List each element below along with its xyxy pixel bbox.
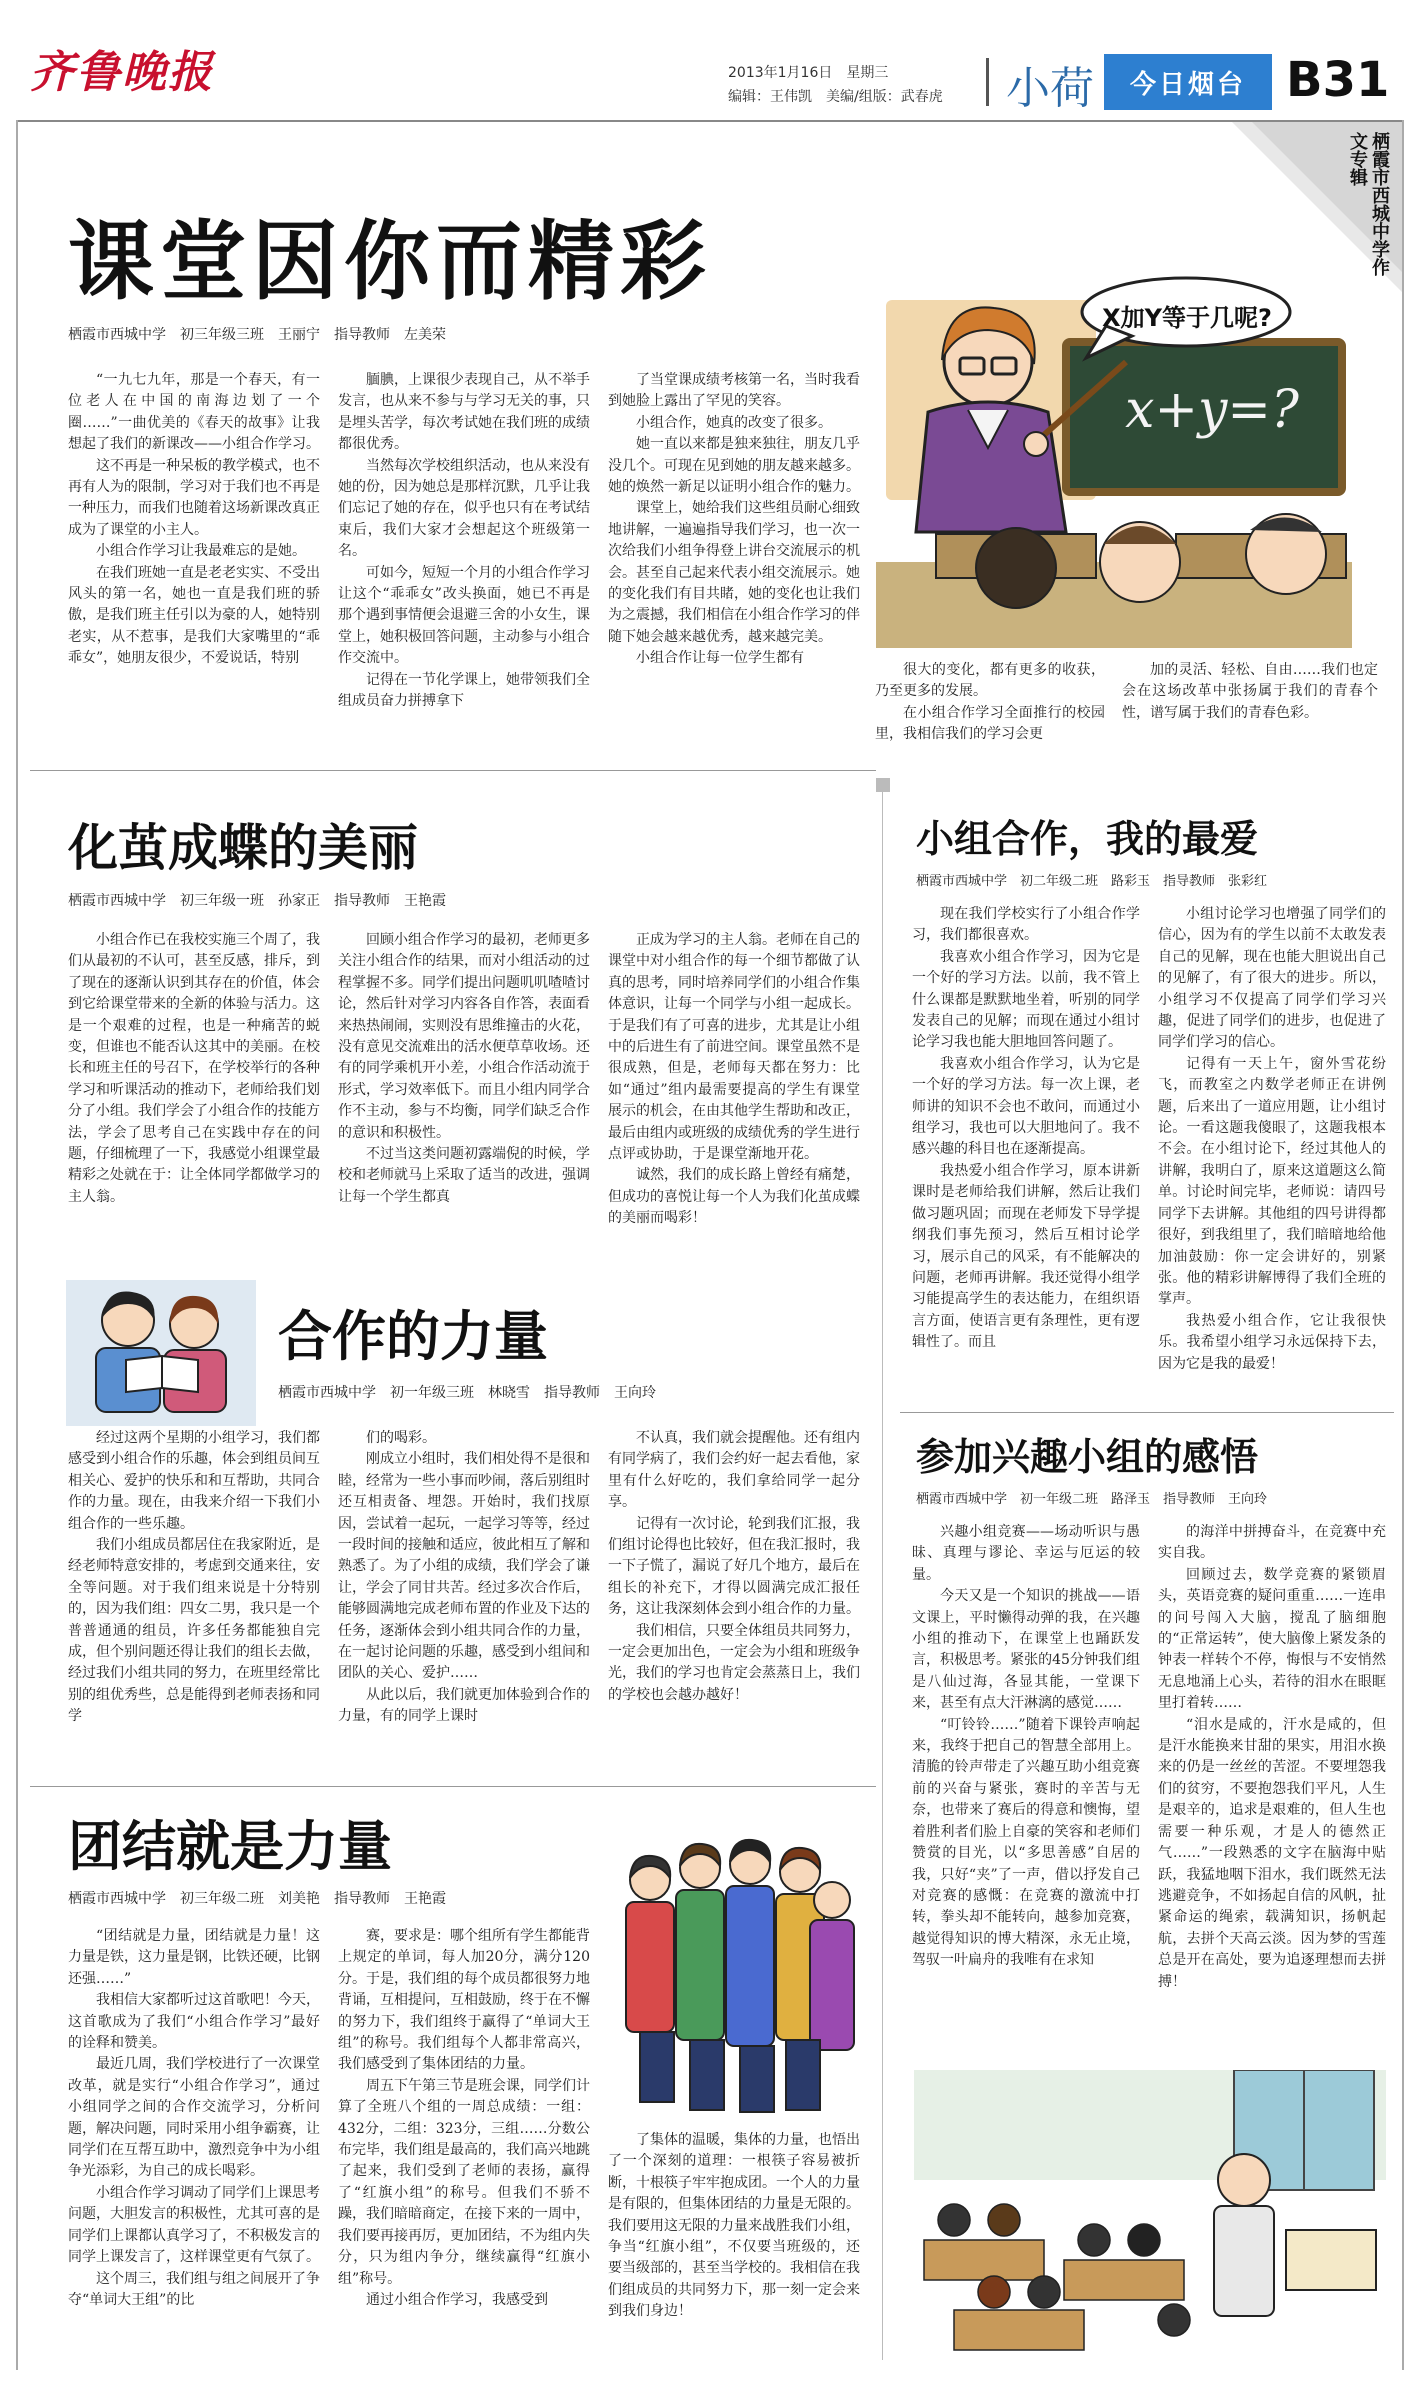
article-paragraph: 最近几周，我们学校进行了一次课堂改革，就是实行“小组合作学习”，通过小组同学之间的合作交流学习，分析问题，解决问题，同时采用小组争霸赛，让同学们在互帮互助中，激烈竞争中为小组争光添彩，为自己的成长喝彩。 [68,2056,320,2180]
article-paragraph: 今天又是一个知识的挑战——语文课上，平时懒得动弹的我，在兴趣小组的推动下，在课堂上也踊跃发言，积极思考。紧张的45分钟我们组是八仙过海，各显其能，一堂课下来，甚至有点大汗淋漓的感觉…… [912,1588,1140,1712]
article-byline: 栖霞市西城中学 初三年级一班 孙家正 指导教师 王艳霞 [68,893,446,909]
article-byline: 栖霞市西城中学 初三年级三班 王丽宁 指导教师 左美荣 [68,327,446,343]
article-paragraph: 加的灵活、轻松、自由……我们也定会在这场改革中张扬属于我们的青春个性，谱写属于我们的青春色彩。 [1122,662,1378,721]
issue-date: 2013年1月16日 星期三 [728,65,889,81]
article-paragraph: 回顾小组合作学习的最初，老师更多关注小组合作的结果，而对小组活动的过程掌握不多。同学们提出问题叽叽喳喳讨论，然后针对学习内容各自作答，表面看来热热闹闹，实则没有思维撞击的火花，没有意见交流难出的活水便草草收场。还有的同学乘机开小差，小组合作活动流于形式，学习效率低下。而且小组内同学合作不主动，参与不均衡，同学们缺乏合作的意识和积极性。 [338,932,590,1141]
article-paragraph: 经过这两个星期的小组学习，我们都感受到小组合作的乐趣，体会到组员间互相关心、爱护的快乐和和互帮助，共同合作的力量。现在，由我来介绍一下我们小组合作的一些乐趣。 [68,1430,320,1532]
article-paragraph: 了当堂课成绩考核第一名，当时我看到她脸上露出了罕见的笑容。 [608,372,860,410]
article-column [68,930,320,1268]
frame-left-rule [16,120,18,2370]
editor-credits: 编辑：王伟凯 美编/组版：武春虎 [728,89,943,105]
article-paragraph: 周五下午第三节是班会课，同学们计算了全班八个组的一周总成绩：一组：432分，二组：323分，三组……分数公布完毕，我们组是最高的，我们高兴地跳了起来，我们受到了老师的表扬，赢得了“红旗小组”的称号。但我们不骄不躁，我们暗暗商定，在接下来的一周中，我们要再接再厉，更加团结，不为组内失分，只为组内争分，继续赢得“红旗小组”称号。 [338,2077,590,2287]
classroom-illustration [876,272,1352,648]
frame-right-rule [1402,120,1404,2370]
masthead-divider [986,58,989,106]
article-title: 参加兴趣小组的感悟 [916,1434,1259,1479]
article-paragraph: 在小组合作学习全面推行的校园里，我相信我们的学习会更 [875,704,1105,743]
article-column [1158,1522,1386,2054]
article-column [68,370,320,752]
article-byline: 栖霞市西城中学 初一年级三班 林晓雪 指导教师 王向玲 [278,1385,656,1401]
article-paragraph: 的海洋中拼搏奋斗，在竞赛中充实自我。 [1158,1524,1386,1562]
article-paragraph: 记得在一节化学课上，她带领我们全组成员奋力拼搏拿下 [338,671,590,710]
article-column [1158,904,1386,1404]
corner-flag [1232,122,1402,292]
article-paragraph: 刚成立小组时，我们相处得不是很和睦，经常为一些小事而吵闹，落后别组时还互相责备、埋怨。开始时，我们找原因，尝试着一起玩，一起学习等等，经过一段时间的接触和适应，彼此相互了解和熟悉了。为了小组的成绩，我们学会了谦让，学会了同甘共苦。经过多次合作后，能够圆满地完成老师布置的作业及下达的任务，逐渐体会到小组共同合作的力量，在一起讨论问题的乐趣，感受到小组间和团队的关心、爱护…… [338,1451,590,1682]
article-paragraph: 我热爱小组合作学习，原本讲新课时是老师给我们讲解，然后让我们做习题巩固；而现在老师发下导学提纲我们事先预习，然后互相讨论学习，展示自己的风采，有不能解决的问题，老师再讲解。我还觉得小组学习能提高学生的表达能力，在组织语言方面，使语言更有条理性，更有逻辑性了。而且 [912,1162,1140,1351]
column-divider [882,786,883,2360]
article-paragraph: 可如今，短短一个月的小组合作学习让这个“乖乖女”改头换面，她已不再是那个遇到事情便会退避三舍的小女生，课堂上，她积极回答问题，主动参与小组合作交流中。 [338,564,590,667]
page-number: B31 [1286,52,1390,108]
article-paragraph: 我喜欢小组合作学习，因为它是一个好的学习方法。以前，我不管上什么课都是默默地坐着，听别的同学发表自己的见解；而现在通过小组讨论学习我也能大胆地回答问题了。 [912,948,1140,1051]
article-paragraph: 不过当这类问题初露端倪的时候，学校和老师就马上采取了适当的改进，强调让每一个学生都真 [338,1146,590,1205]
article-column [608,2130,860,2366]
article-paragraph: 记得有一天上午，窗外雪花纷飞，而教室之内数学老师正在讲例题，后来出了一道应用题，让小组讨论。一看这题我傻眼了，这题我根本不会。在小组讨论下，经过其他人的讲解，我明白了，原来这道题这么简单。讨论时间完毕，老师说：请四号同学下去讲解。其他组的四号讲得都很好，到我组里了，我们暗暗地给他加油鼓励：你一定会讲好的，别紧张。他的精彩讲解博得了我们全班的掌声。 [1158,1055,1386,1308]
article-title: 小组合作，我的最爱 [916,816,1259,861]
article-paragraph: 正成为学习的主人翁。老师在自己的课堂中对小组合作的每一个细节都做了认真的思考，同时培养同学们的小组合作集体意识，让每一个同学与小组一起成长。于是我们有了可喜的进步，尤其是让小组中的后进生有了前进空间。课堂虽然不是很成熟，但是，老师每天都在努力：比如“通过”组内最需要提高的学生有课堂展示的机会，在由其他学生帮助和改正，最后由组内或班级的成绩优秀的学生进行点评或协助，于是课堂渐地开花。 [608,932,860,1163]
article-paragraph: 兴趣小组竞赛——场动听识与愚昧、真理与谬论、幸运与厄运的较量。 [912,1524,1140,1583]
article-paragraph: 我热爱小组合作，它让我很快乐。我希望小组学习永远保持下去，因为它是我的最爱！ [1158,1312,1386,1372]
article-column [608,930,860,1268]
article-paragraph: 记得有一次讨论，轮到我们汇报，我们组讨论得也比较好，但在我汇报时，我一下子慌了，漏说了好几个地方，最后在组长的补充下，才得以圆满完成汇报任务，这让我深刻体会到小组合作的力量。 [608,1515,860,1618]
article-paragraph: 通过小组合作学习，我感受到 [366,2291,548,2308]
article-paragraph: 们的喝彩。 [366,1430,436,1446]
reading-kids-illustration [66,1280,256,1426]
section-divider [30,1786,876,1787]
article-paragraph: 当然每次学校组织活动，也从来没有她的份，因为她总是那样沉默，几乎让我们忘记了她的存在，似乎也只有在考试结束后，我们大家才会想起这个班级第一名。 [338,457,590,560]
article-paragraph: 她一直以来都是独来独往，朋友几乎没几个。可现在见到她的朋友越来越多。她的焕然一新足以证明小组合作的魅力。 [608,436,860,496]
article-paragraph: 小组合作，她真的改变了很多。 [636,414,832,431]
article-paragraph: 现在我们学校实行了小组合作学习，我们都很喜欢。 [912,906,1140,944]
article-column [68,1926,320,2366]
article-paragraph: “团结就是力量，团结就是力量！这力量是铁，这力量是钢，比铁还硬，比钢还强……” [68,1928,320,1987]
section-divider [30,770,876,771]
article-paragraph: 小组合作已在我校实施三个周了，我们从最初的不认可，甚至反感，排斥，到了现在的逐渐认识到其存在的价值，体会到它给课堂带来的全新的体验与活力。这是一个艰难的过程，也是一种痛苦的蜕变，但谁也不能否认这其中的美丽。在校长和班主任的号召下，在学校举行的各种学习和听课活动的推动下，老师给我们划分了小组。我们学会了小组合作的技能方法，学会了思考自己在实践中存在的问题，仔细梳理了一下，我感觉小组课堂最精彩之处就在于：让全体同学都做学习的主人翁。 [68,932,320,1205]
masthead [0,0,1417,114]
article-byline: 栖霞市西城中学 初二年级二班 路彩玉 指导教师 张彩红 [916,874,1268,889]
article-paragraph: 从此以后，我们就更加体验到合作的力量，有的同学上课时 [338,1686,590,1725]
section-name: 小荷 [1006,63,1094,114]
article-column [608,1428,860,1770]
article-paragraph: “泪水是咸的，汗水是咸的，但是汗水能换来甘甜的果实，用泪水换来的仍是一丝丝的苦涩。不要埋怨我们的贫穷，不要抱怨我们平凡，人生是艰辛的，追求是艰难的，但人生也需要一种乐观，才是人的德然正气……”一段熟悉的文字在脑海中贴跃，我猛地咽下泪水，我们既然无法逃避竞争，不如扬起自信的风帆，扯紧命运的绳索，载满知识，扬帆起航，去拼个天高云淡。因为梦的雪莲总是开在高处，要为追逐理想而去拼搏！ [1158,1716,1386,1990]
article-title: 合作的力量 [278,1304,548,1368]
article-paragraph: 小组合作学习让我最难忘的是她。 [96,543,306,560]
article-paragraph: 不认真，我们就会提醒他。还有组内有同学病了，我们会约好一起去看他，家里有什么好吃的，我们拿给同学一起分享。 [608,1430,860,1511]
article-column [338,1926,590,2366]
article-column [338,1428,590,1770]
group-students-illustration [610,1820,858,2120]
newspaper-logo: 齐鲁晚报 [30,47,214,98]
article-paragraph: 小组合作让每一位学生都有 [636,650,804,667]
section-badge: 今日烟台 [1104,54,1272,110]
article-column [912,1522,1140,2054]
article-column [1122,660,1378,752]
article-column [912,904,1140,1404]
article-paragraph: 赛，要求是：哪个组所有学生都能背上规定的单词，每人加20分，满分120分。于是，我们组的每个成员都很努力地背诵，互相提问，互相鼓励，终于在不懈的努力下，我们组终于赢得了“单词大王组”的称号。我们组每个人都非常高兴，我们感受到了集体团结的力量。 [338,1928,590,2073]
article-paragraph: 诚然，我们的成长路上曾经有痛楚，但成功的喜悦让每一个人为我们化茧成蝶的美丽而喝彩！ [608,1167,860,1227]
article-paragraph: 腼腆，上课很少表现自己，从不举手发言，也从来不参与与学习无关的事，只是埋头苦学，每次考试她在我们班的成绩都很优秀。 [338,372,590,453]
article-title: 课堂因你而精彩 [68,211,712,312]
section-marker [876,778,890,792]
article-paragraph: 课堂上，她给我们这些组员耐心细致地讲解，一遍遍指导我们学习，也一次一次给我们小组争得登上讲台交流展示的机会。甚至自己起来代表小组交流展示。她的变化我们有目共睹，她的变化也让我们为之震撼，我们相信在小组合作学习的伴随下她会越来越优秀，越来越完美。 [608,500,860,645]
article-title: 化茧成蝶的美丽 [68,818,418,877]
article-column [68,1428,320,1770]
article-paragraph: 我们小组成员都居住在我家附近，是经老师特意安排的，考虑到交通来往，安全等问题。对于我们组来说是十分特别的，因为我们组：四女二男，我只是一个普普通通的组员，许多任务都能独自完成，但个别问题还得让我们的组长去做，经过我们小组共同的努力，在班里经常比别的组优秀些，总是能得到老师表扬和同学 [68,1537,320,1725]
article-title: 团结就是力量 [68,1814,392,1878]
article-column [608,370,860,752]
article-paragraph: 我喜欢小组合作学习，认为它是一个好的学习方法。每一次上课，老师讲的知识不会也不敢问，而通过小组学习，我也可以大胆地问了。我不感兴趣的科目也在逐渐提高。 [912,1055,1140,1158]
article-paragraph: 我们相信，只要全体组员共同努力，一定会更加出色，一定会为小组和班级争光，我们的学习也肯定会蒸蒸日上，我们的学校也会越办越好！ [608,1622,860,1703]
article-column [338,370,590,752]
blackboard-text: x+y=? [1125,380,1299,440]
kids-reading-drawing [66,1280,256,1426]
classroom-desks-illustration [914,2070,1386,2366]
classroom-desks-drawing [914,2070,1386,2366]
article-paragraph: 这不再是一种呆板的教学模式，也不再有人为的限制，学习对于我们也不再是一种压力，而我们也随着这场新课改真正成为了课堂的小主人。 [68,457,320,538]
section-divider [900,1412,1394,1413]
frame-top-rule [16,120,1404,122]
article-paragraph: 回顾过去，数学竞赛的紧锁眉头，英语竞赛的疑问重重……一连串的问号闯入大脑，搅乱了脑细胞的“正常运转”，使大脑像上紧发条的钟表一样转个不停，悔恨与不安悄然无息地涌上心头，若待的泪水在眼眶里打着转…… [1158,1566,1386,1712]
article-paragraph: 了集体的温暖，集体的力量，也悟出了一个深刻的道理：一根筷子容易被折断，十根筷子牢牢抱成团。一个人的力量是有限的，但集体团结的力量是无限的。我们要用这无限的力量来战胜我们小组，争当“红旗小组”，不仅要当班级的，还要当级部的，甚至当学校的。我相信在我们组成员的共同努力下，那一刻一定会来到我们身边！ [608,2132,860,2320]
article-paragraph: 在我们班她一直是老老实实、不受出风头的第一名，她也一直是我们班的骄傲，是我们班主任引以为豪的人，她特别老实，从不惹事，是我们大家嘴里的“乖乖女”，她朋友很少，不爱说话，特别 [68,564,320,667]
article-paragraph: “叮铃铃……”随着下课铃声响起来，我终于把自己的智慧全部用上。清脆的铃声带走了兴趣互助小组竞赛前的兴奋与紧张，赛时的辛苦与无奈，也带来了赛后的得意和懊悔，望着胜利者们脸上自豪的笑容和老师们赞赏的目光，以“多思善感”自居的我，只好“夹”了一声，借以抒发自己对竞赛的感慨：在竞赛的激流中打转，拳头却不能转向，越参加竞赛，越觉得知识的博大精深，永无止境，驾驭一叶扁舟的我唯有在求知 [912,1716,1140,1969]
speech-bubble-text: X加Y等于几呢? [1102,304,1272,332]
article-paragraph: 这个周三，我们组与组之间展开了争夺“单词大王组”的比 [68,2270,320,2308]
article-column [875,660,1105,752]
article-byline: 栖霞市西城中学 初三年级二班 刘美艳 指导教师 王艳霞 [68,1891,446,1907]
article-byline: 栖霞市西城中学 初一年级二班 路泽玉 指导教师 王向玲 [916,1492,1268,1507]
article-paragraph: 小组合作学习调动了同学们上课思考问题，大胆发言的积极性，尤其可喜的是同学们上课都认真学习了，不积极发言的同学上课发言了，这样课堂更有气氛了。 [68,2184,320,2266]
article-column [338,930,590,1268]
article-paragraph: “一九七九年，那是一个春天，有一位老人在中国的南海边划了一个圈……”一曲优美的《春天的故事》让我想起了我们的新课改——小组合作学习。 [68,372,320,453]
article-paragraph: 我相信大家都听过这首歌吧！今天，这首歌成为了我们“小组合作学习”最好的诠释和赞美。 [68,1992,320,2052]
article-paragraph: 很大的变化，都有更多的收获，乃至更多的发展。 [875,662,1105,700]
students-group-drawing [610,1820,858,2120]
corner-flag-text: 栖霞市西城中学作文专辑 [1347,132,1390,276]
article-paragraph: 小组讨论学习也增强了同学们的信心，因为有的学生以前不太敢发表自己的见解，现在也能大胆说出自己的见解了，有了很大的进步。所以，小组学习不仅提高了同学们学习兴趣，促进了同学们的进步，也促进了同学们学习的信心。 [1158,906,1386,1051]
